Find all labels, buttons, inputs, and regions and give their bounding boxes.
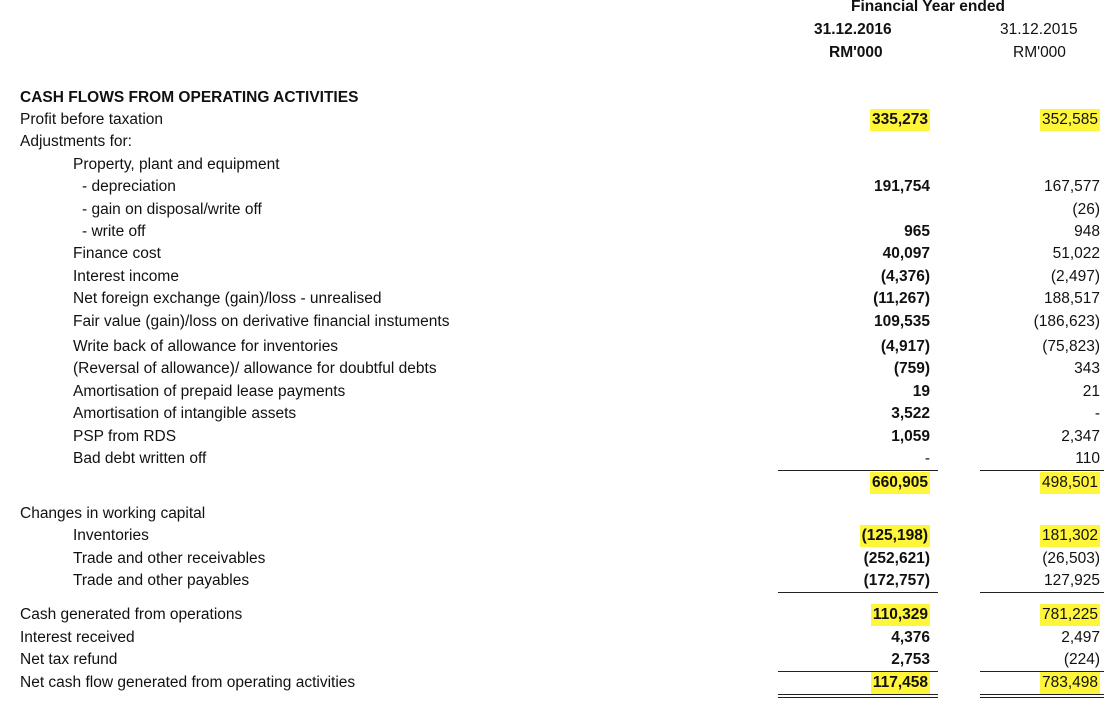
row-value-2016: 19 [912,383,930,400]
row-label: Amortisation of intangible assets [73,405,297,422]
row-value-2015: 167,577 [1043,178,1100,195]
table-row [0,448,1110,470]
section-title-row [0,87,1110,109]
row-value-2016: (759) [893,360,930,377]
row-value-2015: 948 [1074,223,1100,240]
col1-unit: RM'000 [829,44,883,61]
row-value-2015: 21 [1082,383,1100,400]
row-value-2016: (125,198) [860,525,930,547]
subtotal-value-2015: 498,501 [1040,472,1100,494]
net-cash-row [0,672,1110,694]
row-label: Net tax refund [20,651,118,668]
row-label: Write back of allowance for inventories [73,338,339,355]
row-label: (Reversal of allowance)/ allowance for doubtful debts [73,360,437,377]
table-row [0,548,1110,570]
row-value-2016: 4,376 [891,629,930,646]
row-label: Interest received [20,629,135,646]
table-row [0,311,1110,333]
row-value-2016: 109,535 [873,313,930,330]
subtotal-row [0,472,1110,494]
row-value-2015: 188,517 [1043,290,1100,307]
row-label: Net cash flow generated from operating activities [20,674,356,691]
row-value-2016: 110,329 [871,604,930,626]
row-value-2016: 191,754 [873,178,930,195]
row-value-2015: 110 [1075,450,1100,467]
row-label: Net foreign exchange (gain)/loss - unrealised [73,290,382,307]
table-row [0,604,1110,626]
table-row [0,288,1110,310]
row-value-2015: (26) [1072,201,1100,218]
table-row [0,176,1110,198]
row-label: Interest income [73,268,179,285]
row-value-2015: 781,225 [1040,604,1100,626]
row-value-2015: (186,623) [1033,313,1100,330]
row-value-2016: (4,376) [880,268,930,285]
subtotal-value-2016: 660,905 [870,472,930,494]
row-value-2015: (26,503) [1042,550,1100,567]
row-value-2016: 335,273 [870,109,930,131]
row-value-2015: 2,497 [1061,629,1100,646]
table-row [0,266,1110,288]
row-value-2015: 181,302 [1040,525,1100,547]
col2-unit: RM'000 [1013,44,1066,61]
working-capital-rule-2015 [980,592,1104,593]
section-title: CASH FLOWS FROM OPERATING ACTIVITIES [20,89,359,106]
row-label: PSP from RDS [73,428,177,445]
row-value-2015: (2,497) [1050,268,1100,285]
total-double-rule-1-2015 [980,694,1104,695]
row-value-2015: (75,823) [1042,338,1100,355]
table-row [0,221,1110,243]
table-row [0,154,1110,176]
working-capital-rule-2016 [778,592,938,593]
table-row [0,336,1110,358]
row-label: Trade and other receivables [73,550,266,567]
row-value-2016: 1,059 [891,428,930,445]
row-label: Property, plant and equipment [73,156,280,173]
row-value-2015: - [1094,405,1100,422]
row-label: - depreciation [82,178,176,195]
table-row [0,570,1110,592]
table-row [0,358,1110,380]
row-value-2015: 51,022 [1052,245,1100,262]
row-value-2016: 117,458 [871,672,930,694]
row-value-2016: 965 [904,223,930,240]
row-label: Cash generated from operations [20,606,243,623]
table-row [0,503,1110,525]
row-value-2015: 783,498 [1040,672,1100,694]
row-value-2016: (4,917) [880,338,930,355]
row-label: Profit before taxation [20,111,164,128]
total-double-rule-1-2016 [778,694,938,695]
row-value-2016: 3,522 [891,405,930,422]
row-value-2016: (172,757) [863,572,930,589]
subtotal-rule-2016 [778,470,938,471]
table-row [0,426,1110,448]
row-value-2015: (224) [1063,651,1100,668]
row-value-2015: 2,347 [1061,428,1100,445]
row-label: Finance cost [73,245,161,262]
table-row [0,627,1110,649]
total-double-rule-2-2016 [778,697,938,698]
table-row [0,131,1110,153]
row-value-2015: 343 [1074,360,1100,377]
row-label: Inventories [73,527,149,544]
row-label: - gain on disposal/write off [82,201,262,218]
row-value-2016: 2,753 [891,651,930,668]
row-label: Adjustments for: [20,133,132,150]
table-row [0,649,1110,671]
row-label: Bad debt written off [73,450,207,467]
table-row [0,381,1110,403]
row-value-2016: (252,621) [863,550,930,567]
table-row [0,525,1110,547]
row-label: Trade and other payables [73,572,250,589]
row-value-2015: 127,925 [1043,572,1100,589]
total-double-rule-2-2015 [980,697,1104,698]
row-value-2016: - [924,450,930,467]
financial-year-header: Financial Year ended [851,0,1005,15]
table-row [0,243,1110,265]
row-label: Amortisation of prepaid lease payments [73,383,346,400]
row-label: Fair value (gain)/loss on derivative financial instuments [73,313,450,330]
table-row [0,403,1110,425]
table-row [0,109,1110,131]
row-value-2015: 352,585 [1040,109,1100,131]
row-label: Changes in working capital [20,505,206,522]
row-value-2016: (11,267) [873,290,930,307]
subtotal-rule-2015 [980,470,1104,471]
table-row [0,199,1110,221]
row-value-2016: 40,097 [882,245,930,262]
row-label: - write off [82,223,146,240]
col1-date: 31.12.2016 [814,21,892,38]
col2-date: 31.12.2015 [1000,21,1078,38]
